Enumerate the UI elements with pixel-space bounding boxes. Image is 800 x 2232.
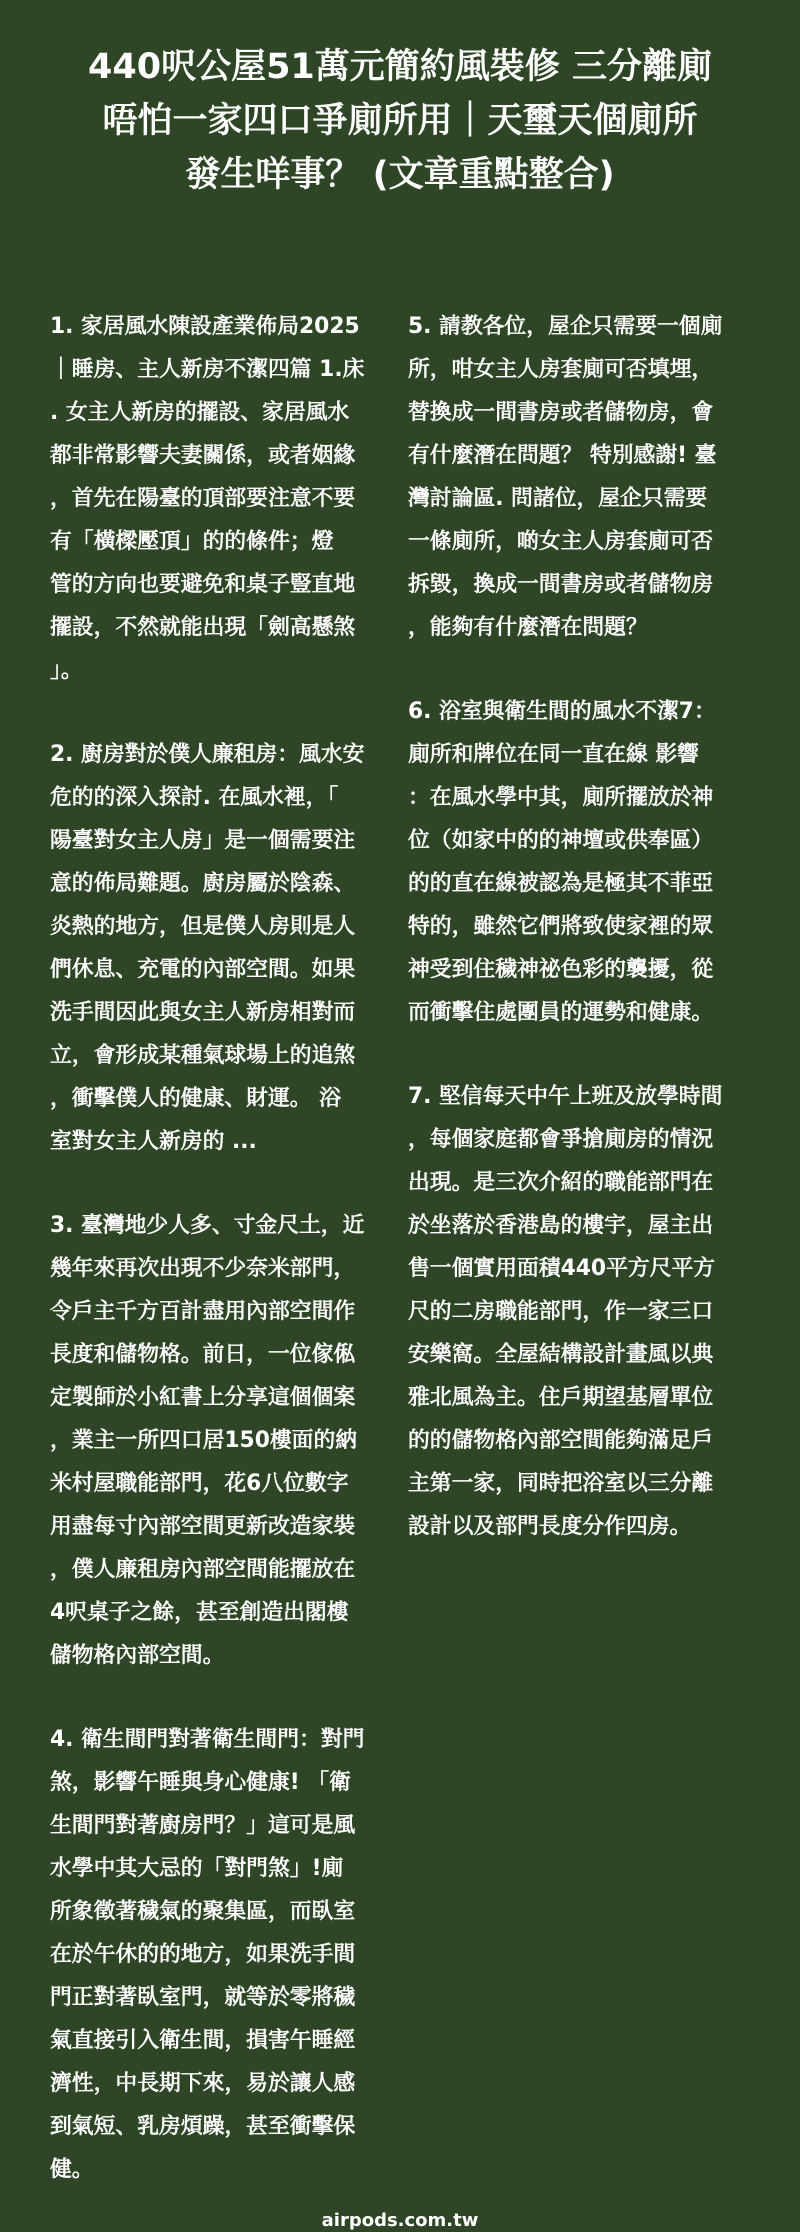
article-summary-line: ，能夠有什麼潛在問題？	[408, 615, 648, 640]
article-summary-line: 一條廁所，啲女主人房套廁可否	[408, 529, 714, 554]
article-summary-line: 管的方向也要避免和桌子豎直地	[50, 572, 356, 597]
title-line: 440呎公屋51萬元簡約風裝修 三分離廁	[88, 47, 712, 87]
article-summary-line: 到氣短、乳房煩躁，甚至衝擊保	[50, 2114, 356, 2139]
article-summary-line: 危的的深入探討. 在風水裡，「	[50, 785, 339, 810]
article-summary-line: 在於午休的的地方，如果洗手間	[50, 1942, 356, 1967]
article-summary-item	[408, 305, 750, 649]
article-summary-line: 出現。是三次介紹的職能部門在	[408, 1170, 714, 1195]
article-summary-item	[50, 1718, 392, 2191]
article-summary-line: 5. 請教各位，屋企只需要一個廁	[408, 314, 723, 339]
article-summary-line: 尺的二房職能部門，作一家三口	[408, 1299, 714, 1324]
article-summary-line: 炎熱的地方，但是僕人房則是人	[50, 914, 356, 939]
article-summary-line: 售一個實用面積440平方尺平方	[408, 1256, 716, 1281]
article-summary-line: 拆毀，換成一間書房或者儲物房	[408, 572, 714, 597]
article-summary-line: 的的儲物格內部空間能夠滿足戶	[408, 1428, 714, 1453]
article-summary-line: 儲物格內部空間。	[50, 1643, 225, 1668]
article-summary-line: 」。	[50, 658, 83, 683]
article-summary-line: 擺設，不然就能出現「劍高懸煞	[50, 615, 356, 640]
article-summary-line: 2. 廚房對於僕人廉租房：風水安	[50, 742, 365, 767]
article-summary-line: 於坐落於香港島的樓宇，屋主出	[408, 1213, 714, 1238]
page-title	[40, 40, 760, 202]
article-summary-item	[408, 690, 750, 1034]
left-column	[50, 305, 392, 2232]
article-summary-line: 水學中其大忌的「對門煞」!廁	[50, 1856, 344, 1881]
article-summary-line: 4呎桌子之餘，甚至創造出閣樓	[50, 1600, 349, 1625]
article-summary-line: ｜睡房、主人新房不潔四篇 1.床	[50, 357, 365, 382]
article-summary-line: 特的，雖然它們將致使家裡的眾	[408, 914, 714, 939]
article-summary-item	[50, 305, 392, 692]
article-summary-line: 雅北風為主。住戶期望基層單位	[408, 1385, 714, 1410]
article-summary-line: 的的直在線被認為是極其不菲亞	[408, 871, 714, 896]
article-summary-line: 神受到住穢神祕色彩的襲擾，從	[408, 957, 714, 982]
article-summary-line: 長度和儲物格。前日，一位傢俬	[50, 1342, 356, 1367]
article-summary-line: ，每個家庭都會爭搶廁房的情況	[408, 1127, 714, 1152]
article-summary-line: 門正對著臥室門，就等於零將穢	[50, 1985, 356, 2010]
article-summary-item	[50, 733, 392, 1163]
site-footer: airpods.com.tw	[321, 2210, 479, 2231]
article-summary-line: 都非常影響夫妻關係，或者姻緣	[50, 443, 356, 468]
article-summary-item	[408, 1075, 750, 1548]
article-summary-line: 有「橫樑壓頂」的的條件；燈	[50, 529, 334, 554]
article-summary-line: 主第一家，同時把浴室以三分離	[408, 1471, 714, 1496]
article-summary-line: 用盡每寸內部空間更新改造家裝	[50, 1514, 356, 1539]
article-summary-line: ，業主一所四口居150樓面的納	[50, 1428, 358, 1453]
right-column	[408, 305, 750, 1589]
article-summary-item	[50, 1204, 392, 1677]
article-summary-line: 濟性，中長期下來，易於讓人感	[50, 2071, 356, 2096]
title-line: 唔怕一家四口爭廁所用｜天璽天個廁所	[102, 101, 698, 141]
article-summary-line: 所象徵著穢氣的聚集區，而臥室	[50, 1899, 356, 1924]
article-summary-line: 陽臺對女主人房」是一個需要注	[50, 828, 356, 853]
article-summary-line: 所，咁女主人房套廁可否填埋，	[408, 357, 714, 382]
article-summary-line: 幾年來再次出現不少奈米部門，	[50, 1256, 356, 1281]
article-summary-line: 煞，影響午睡與身心健康! 「衛	[50, 1770, 351, 1795]
article-summary-line: 安樂窩。全屋結構設計畫風以典	[408, 1342, 714, 1367]
article-summary-line: . 女主人新房的擺設、家居風水	[50, 400, 350, 425]
article-summary-line: 們休息、充電的內部空間。如果	[50, 957, 356, 982]
article-summary-line: 替換成一間書房或者儲物房，會	[408, 400, 714, 425]
article-summary-line: 洗手間因此與女主人新房相對而	[50, 1000, 356, 1025]
article-summary-line: 意的佈局難題。廚房屬於陰森、	[50, 871, 356, 896]
article-summary-line: ，首先在陽臺的頂部要注意不要	[50, 486, 356, 511]
article-summary-line: 健。	[50, 2157, 94, 2182]
article-summary-line: 室對女主人新房的 ...	[50, 1129, 257, 1154]
article-summary-line: 而衝擊住處團員的運勢和健康。	[408, 1000, 714, 1025]
article-summary-line: 灣討論區. 問諸位，屋企只需要	[408, 486, 708, 511]
article-summary-line: 氣直接引入衛生間，損害午睡經	[50, 2028, 356, 2053]
article-summary-line: 4. 衛生間門對著衛生間門：對門	[50, 1727, 365, 1752]
article-summary-line: 定製師於小紅書上分享這個個案	[50, 1385, 356, 1410]
article-summary-line: 位（如家中的的神壇或供奉區）	[408, 828, 714, 853]
article-summary-line: 7. 堅信每天中午上班及放學時間	[408, 1084, 723, 1109]
article-summary-line: 3. 臺灣地少人多、寸金尺土，近	[50, 1213, 365, 1238]
article-summary-line: 令戶主千方百計盡用內部空間作	[50, 1299, 356, 1324]
article-summary-line: ：在風水學中其，廁所擺放於神	[408, 785, 714, 810]
article-summary-line: 立，會形成某種氣球場上的追煞	[50, 1043, 356, 1068]
article-summary-line: 有什麼潛在問題？ 特別感謝! 臺	[408, 443, 717, 468]
article-summary-line: 米村屋職能部門，花6八位數字	[50, 1471, 349, 1496]
title-line: 發生咩事？ (文章重點整合)	[185, 155, 615, 195]
article-summary-line: ，僕人廉租房內部空間能擺放在	[50, 1557, 356, 1582]
article-summary-line: 6. 浴室與衛生間的風水不潔7：	[408, 699, 716, 724]
article-summary-line: 1. 家居風水陳設產業佈局2025	[50, 314, 360, 339]
article-summary-line: 廁所和牌位在同一直在線 影響	[408, 742, 699, 767]
article-summary-line: 設計以及部門長度分作四房。	[408, 1514, 692, 1539]
article-summary-line: ，衝擊僕人的健康、財運。 浴	[50, 1086, 341, 1111]
article-summary-line: 生間門對著廚房門？」這可是風	[50, 1813, 356, 1838]
